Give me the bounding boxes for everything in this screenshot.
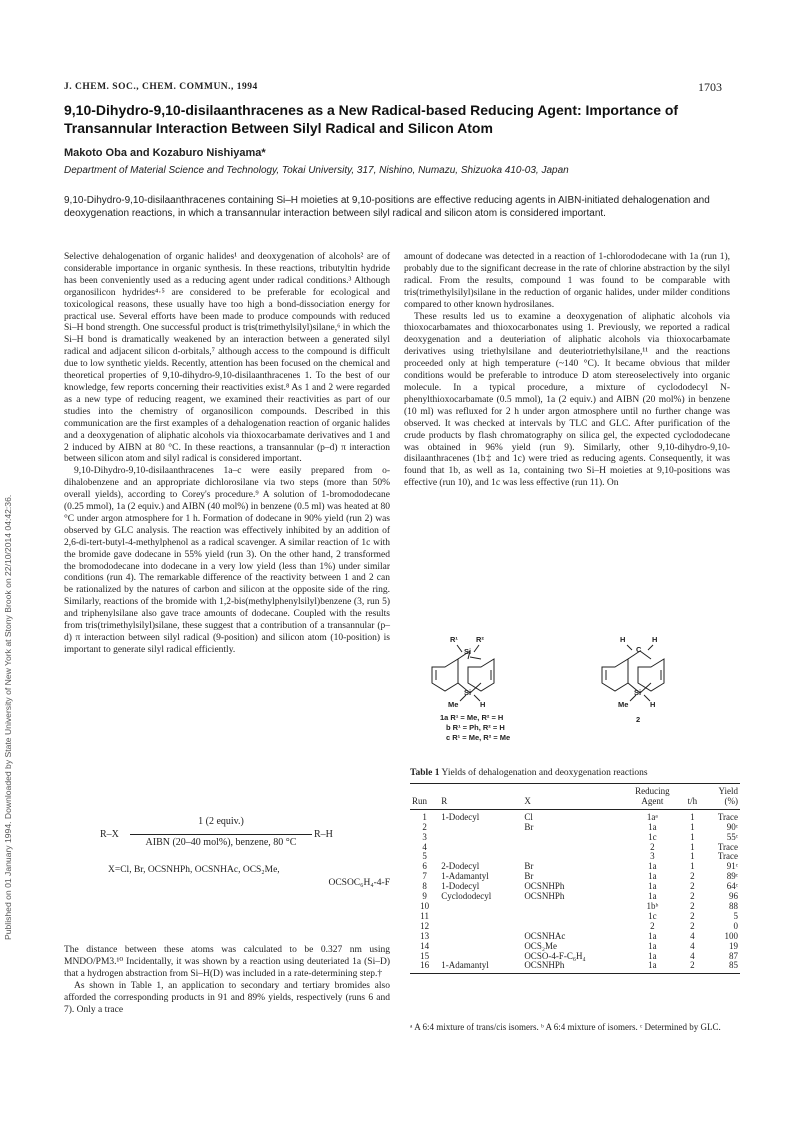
table-cell: 64ᶜ xyxy=(726,881,738,892)
table-cell: 4 xyxy=(690,930,695,941)
label-r2: R² xyxy=(476,635,484,644)
paragraph: amount of dodecane was detected in a reaction of 1-chlorododecane with 1a (run 1), probably due to the significant decrease in the rate of chlorine abstraction by the silyl radical. From the results, compound 1 was found to be comparable with tris(trimethylsilyl)silane in the reduction of organic halides, under milder conditions compared to other known hydrosilanes. xyxy=(404,252,730,310)
table-cell xyxy=(439,902,522,912)
table-cell: 3 xyxy=(422,831,427,842)
table-cell: 96 xyxy=(729,891,738,902)
table-cell: 1c xyxy=(648,831,657,842)
label-c: C xyxy=(636,645,642,654)
table-cell: Trace xyxy=(717,811,738,822)
affiliation: Department of Material Science and Technology, Tokai University, 317, Nishino, Numazu, Shizuoka 410-03, Japan xyxy=(64,165,569,176)
label-h: H xyxy=(480,700,486,709)
table-cell: 0 xyxy=(733,920,738,931)
table-cell: 55ᶜ xyxy=(726,831,738,842)
table-cell: 14 xyxy=(420,940,430,951)
article-title: 9,10-Dihydro-9,10-disilaanthracenes as a New Radical-based Reducing Agent: Importance of Transannular Interaction Between Silyl Radical and Silicon Atom xyxy=(64,102,679,136)
table-cell: 10 xyxy=(420,900,430,911)
table-cell: 1-Adamantyl xyxy=(439,961,522,973)
table-cell: 1a xyxy=(648,950,657,961)
legend-1b: b R¹ = Ph, R² = H xyxy=(446,723,505,732)
table-header-top xyxy=(522,784,622,797)
label-h-2: H xyxy=(650,700,656,709)
table-cell: 1a xyxy=(623,961,682,973)
table-cell: 1c xyxy=(648,910,657,921)
table-cell: 1 xyxy=(690,811,695,822)
paragraph: 9,10-Dihydro-9,10-disilaanthracenes 1a–c were easily prepared from o-dihalobenzene and an appropriate dichlorosilane via two steps (more than 50% overall yields), according to Corey's procedure.⁹ A solution of 1-bromododecane (0.25 mmol), 1a (2 equiv.) and AIBN (40 mol%) in benzene (0.5 ml) was heated at 80 °C under argon atmosphere for 1 h. Formation of dodecane in 90% yield (run 2) was observed by GLC analysis. The reaction was effectively inhibited by an addition of 2,6-di-tert-butyl-4-methylphenol as a radical scavenger. A similar reaction of 1c with the bromide gave dodecane in 55% yield (run 3). On the other hand, 2 transformed the bromododecane into dodecane in a very low yield (less than 1%) under similar conditions (run 4). The remarkable difference of the reactivity between 1 and 2 can be rationalized by the natures of carbon and silicon at the opposite side of the ring. Similarly, reactions of the bromide with 1,2-bis(methylphenylsilyl)benzene (3, run 5) and triphenylsilane also gave trace amounts of dodecane. Coupled with the results from tris(trimethylsilyl)silane, these suggest that a contribution of a transannular (p–d) π interaction between silyl radical (9-position) and silicon atom (10-position) is important to generate silyl radical efficiently. xyxy=(64,466,390,655)
download-watermark: Published on 01 January 1994. Downloaded by State University of New York at Stony Brook on 22/10/2014 04:42:36. xyxy=(3,494,13,940)
reaction-arrow xyxy=(130,834,312,835)
table-cell: 1 xyxy=(690,841,695,852)
table-cell xyxy=(439,823,522,833)
table-cell: 91ᶜ xyxy=(726,861,738,872)
label-r1: R¹ xyxy=(450,635,458,644)
table-cell: 1 xyxy=(690,851,695,862)
label-si-top: Si xyxy=(464,647,472,656)
scheme-x-list: X=Cl, Br, OCSNHPh, OCSNHAc, OCS₂Me, xyxy=(108,865,280,875)
table-cell: Br xyxy=(524,861,534,872)
table-cell: 1-Adamantyl xyxy=(441,871,489,882)
table-cell: 88 xyxy=(729,900,738,911)
table-cell: Trace xyxy=(717,851,738,862)
table-header-top xyxy=(410,784,439,797)
table-cell: 15 xyxy=(420,950,430,961)
table-footnotes: ᵃ A 6:4 mixture of trans/cis isomers. ᵇ A 6:4 mixture of isomers. ᶜ Determined by GLC. xyxy=(410,1022,721,1032)
table-cell: 12 xyxy=(420,920,430,931)
table-cell: OCSNHAc xyxy=(524,930,566,941)
table-cell: 3 xyxy=(650,851,655,862)
table-cell: Cyclododecyl xyxy=(441,891,492,902)
scheme-reactant: R–X xyxy=(100,829,119,840)
table-cell: 6 xyxy=(422,861,427,872)
label-h-left: H xyxy=(620,635,626,644)
table-cell: 1 xyxy=(690,861,695,872)
table-cell: OCSNHPh xyxy=(522,961,622,973)
compound-number-2: 2 xyxy=(636,715,641,724)
table-cell: 9 xyxy=(422,891,427,902)
table-cell: 2 xyxy=(690,900,695,911)
table-cell: Trace xyxy=(717,841,738,852)
table-cell: 4 xyxy=(422,841,427,852)
table-cell xyxy=(522,852,622,862)
table-cell: 89ᶜ xyxy=(726,871,738,882)
table-caption-label: Table 1 xyxy=(410,768,440,778)
table-cell: 1a xyxy=(648,940,657,951)
table-cell xyxy=(439,833,522,843)
table-cell: 8 xyxy=(422,881,427,892)
table-cell: 2 xyxy=(650,920,655,931)
table-cell: 1bᵇ xyxy=(646,900,659,911)
table-cell: Cl xyxy=(524,811,533,822)
table-cell: 1a xyxy=(648,821,657,832)
table-cell: 1a xyxy=(648,891,657,902)
table-cell: 1a xyxy=(648,881,657,892)
table-cell xyxy=(439,843,522,853)
table-cell: 1-Dodecyl xyxy=(441,881,480,892)
table-cell: 1-Dodecyl xyxy=(441,811,480,822)
table-row xyxy=(410,942,740,952)
table-cell: 19 xyxy=(729,940,738,951)
table-cell xyxy=(522,843,622,853)
table-cell: 2 xyxy=(690,910,695,921)
abstract: 9,10-Dihydro-9,10-disilaanthracenes containing Si–H moieties at 9,10-positions are effective reducing agents in AIBN-initiated dehalogenation and deoxygenation reactions, in which a transannular interaction between silyl radical and silicon atom is considered important. xyxy=(64,195,710,219)
table-cell: OCSO-4-F-C₆H₄ xyxy=(524,950,586,961)
table-cell: 2 xyxy=(690,891,695,902)
table-cell: OCS₂Me xyxy=(524,940,557,951)
table-cell xyxy=(522,833,622,843)
table-cell: 87 xyxy=(729,950,738,961)
chemical-structures xyxy=(410,637,740,747)
table-header-top: Yield xyxy=(703,784,740,797)
table-cell: 85 xyxy=(703,961,740,973)
results-table xyxy=(410,783,740,974)
label-me: Me xyxy=(448,700,459,709)
table-caption xyxy=(410,768,648,778)
scheme-reagent: 1 (2 equiv.) xyxy=(198,816,244,827)
table-cell: Br xyxy=(524,821,534,832)
table-cell: OCSNHPh xyxy=(524,881,565,892)
table-cell: 2 xyxy=(422,821,427,832)
legend-1c: c R¹ = Me, R² = Me xyxy=(446,733,511,742)
paragraph: The distance between these atoms was calculated to be 0.327 nm using MNDO/PM3.¹⁰ Incidentally, it was shown by a reaction using deuteriated 1a (Si–D) that a hydrogen abstraction from Si–H(D) was included in a rate-determining step.† xyxy=(64,945,390,979)
table-cell: 1a xyxy=(648,871,657,882)
label-si-2: Si xyxy=(634,688,642,697)
label-me-2: Me xyxy=(618,700,629,709)
scheme-product: R–H xyxy=(314,829,333,840)
table-cell: 13 xyxy=(420,930,430,941)
table-cell: 2 xyxy=(650,841,655,852)
table-header: Agent xyxy=(623,797,682,809)
authors: Makoto Oba and Kozaburo Nishiyama* xyxy=(64,147,266,159)
table-header: R xyxy=(439,797,522,809)
table-cell: 5 xyxy=(422,851,427,862)
table-cell: 2-Dodecyl xyxy=(441,861,480,872)
table-cell xyxy=(522,912,622,922)
table-cell: Br xyxy=(524,871,534,882)
table-cell: 4 xyxy=(690,950,695,961)
table-cell xyxy=(522,902,622,912)
table-cell: 5 xyxy=(733,910,738,921)
scheme-x-list-cont: OCSOC₆H₄-4-F xyxy=(328,878,390,888)
table-cell xyxy=(439,922,522,932)
table-row xyxy=(410,961,740,973)
table-cell: 4 xyxy=(690,940,695,951)
table-cell: 1aᵃ xyxy=(646,811,658,822)
label-h-right: H xyxy=(652,635,658,644)
table-header: (%) xyxy=(703,797,740,809)
table-cell: 7 xyxy=(422,871,427,882)
left-column-end xyxy=(64,945,390,1016)
table-cell: 1 xyxy=(690,831,695,842)
paragraph: These results led us to examine a deoxygenation of aliphatic alcohols via thioxocarbamates and thioxocarbonates using 1. Previously, we reported a radical deoxygenation and a deuteriation of aliphatic alcohols via thioxocarbamate derivatives using triethylsilane and deuteriotriethylsilane,¹¹ and the reactions proceeded only at high temperature (~140 °C). It became obvious that milder conditions would be preferable to introduce D atom stereoselectively into organic molecule. In a typical procedure, a mixture of cyclododecyl N-phenylthioxocarbamate (0.5 mmol), 1a (2 equiv.) and AIBN (20 mol%) in benzene (10 ml) was refluxed for 2 h under argon atmosphere until no further change was observed. It was checked at intervals by TLC and GLC. After purification of the crude products by flash chromatography on silica gel, the expected cyclododecane was obtained in 96% yield (run 9). Similarly, other 9,10-dihydro-9,10-disilaanthracenes (1b‡ and 1c) were tried as reducing agents. Consequently, it was found that 1b, as well as 1a, containing two Si–H moieties at 9,10-positions was effective (run 10), and 1c was less effective (run 11). On xyxy=(404,311,730,489)
table-header: t/h xyxy=(682,797,703,809)
table-row xyxy=(410,809,740,822)
paragraph: Selective dehalogenation of organic halides¹ and deoxygenation of alcohols² are of considerable importance in organic synthesis. In these reactions, tributyltin hydride has been conveniently used as a reducing agent under radical conditions.³ Although organosilicon hydrides⁴·⁵ are considered to be preferable for ecological and toxicological reasons, these usually have too high a bond-dissociation energy for practical use. Several efforts have been made to produce compounds with reduced Si–H bond strength. One successful product is tris(trimethylsilyl)silane,⁶ in which the Si–H bond is dramatically weakened by an interaction between a generated silyl radical and adjacent silicon d-orbitals,⁷ although access to the compound is difficult due to low synthetic yields. Recently, attention has been focused on the chemical and theoretical properties of 9,10-dihydro-9,10-disilaanthracenes 1. To the best of our knowledge, few reports concerning their reactivities exist.⁸ As 1 and 2 were regarded as a new type of reducing reagent, we examined their reactivities as part of our studies into the chemistry of organosilicon compounds. Described in this communication are the first examples of a dehalogenation reaction of organic halides and a deoxygenation of aliphatic alcohols via thioxocarbamate derivatives and 1 and 2 induced by AIBN at 80 °C. In these reactions, a transannular (p–d) π interaction between silicon atom and silyl radical is considered important. xyxy=(64,252,390,465)
table-cell: 90ᶜ xyxy=(726,821,738,832)
table-cell: 2 xyxy=(690,881,695,892)
paragraph: As shown in Table 1, an application to secondary and tertiary bromides also afforded the corresponding products in 91 and 89% yields, respectively (runs 6 and 7). Only a trace xyxy=(64,980,390,1015)
table-cell: 100 xyxy=(724,930,738,941)
left-column xyxy=(64,252,390,657)
right-column xyxy=(404,252,730,490)
table-cell: 2 xyxy=(682,961,703,973)
journal-header: J. CHEM. SOC., CHEM. COMMUN., 1994 xyxy=(64,82,258,92)
table-cell xyxy=(439,932,522,942)
table-cell: 2 xyxy=(690,920,695,931)
table-cell xyxy=(439,942,522,952)
table-header: X xyxy=(522,797,622,809)
page-number: 1703 xyxy=(698,80,722,94)
table-cell: 11 xyxy=(420,910,429,921)
reaction-scheme xyxy=(100,812,340,872)
table-header-top xyxy=(682,784,703,797)
table-cell: 2 xyxy=(690,871,695,882)
table-cell: 1 xyxy=(690,821,695,832)
table-cell: OCSNHPh xyxy=(524,891,565,902)
table-header-top: Reducing xyxy=(623,784,682,797)
table-cell: 1 xyxy=(422,811,427,822)
legend-1a: 1a R¹ = Me, R² = H xyxy=(440,713,504,722)
table-cell: 1a xyxy=(648,861,657,872)
table-cell xyxy=(439,912,522,922)
table-header-top xyxy=(439,784,522,797)
table-cell: 1a xyxy=(648,930,657,941)
structure-1-legend xyxy=(440,713,510,743)
table-cell: 16 xyxy=(410,961,439,973)
table-header: Run xyxy=(410,797,439,809)
scheme-conditions: AIBN (20–40 mol%), benzene, 80 °C xyxy=(145,837,297,848)
label-si-bottom: Si xyxy=(464,688,472,697)
table-caption-text: Yields of dehalogenation and deoxygenation reactions xyxy=(439,768,648,778)
